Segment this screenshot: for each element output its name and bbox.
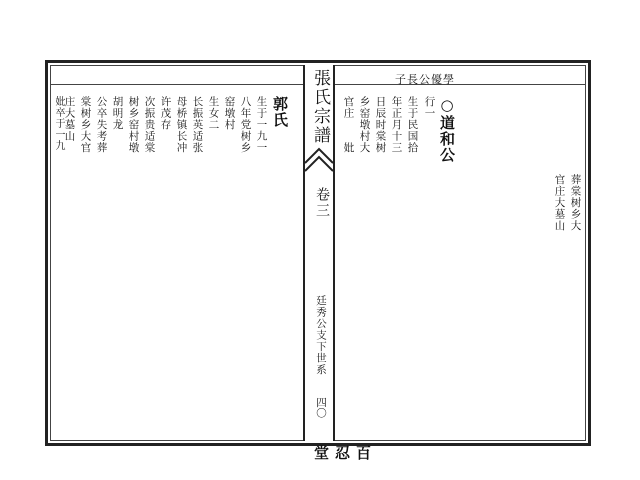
volume-label: 卷三 <box>314 187 330 219</box>
header-rule-right <box>335 84 586 85</box>
entry-line-3: 年正月十三 <box>390 96 403 154</box>
left-line-2: 八年党树乡 <box>239 96 252 154</box>
wife-name: 郭氏 <box>271 96 289 128</box>
branch-subtitle: 廷秀公支下世系 <box>315 295 327 376</box>
left-line-12: 棠树乡大官 <box>79 96 92 154</box>
left-line-11: 公卒失考葬 <box>95 96 108 154</box>
burial-line-2: 官庄大墓山 <box>553 174 566 232</box>
left-line-9: 树乡窑村墩 <box>127 96 140 154</box>
fishtail-chevron-icon <box>305 145 333 175</box>
left-line-13: 庄大墓山 <box>63 96 76 142</box>
left-line-8: 次振贵适棠 <box>143 96 156 154</box>
entry-name: ○道和公 <box>438 96 456 163</box>
entry-line-1: 行一 <box>423 96 436 119</box>
burial-line-1: 葬棠树乡大 <box>569 174 582 232</box>
right-page-header: 子長公優學 <box>395 73 455 86</box>
entry-line-2: 生于民国拾 <box>406 96 419 154</box>
left-line-14: 妣卒于一九 <box>53 96 64 151</box>
page-number: 四〇 <box>315 397 327 418</box>
genealogy-title: 張氏宗譜 <box>310 69 330 145</box>
left-line-5: 长振英适张 <box>191 96 204 154</box>
hall-name: 百忍堂 <box>312 445 372 464</box>
header-rule-left <box>50 84 303 85</box>
entry-line-4: 日辰时棠树 <box>374 96 387 154</box>
left-line-10: 胡明龙 <box>111 96 124 131</box>
left-line-4: 生女二 <box>207 96 220 131</box>
left-line-3: 窑墩村 <box>223 96 236 131</box>
left-line-7: 许茂存 <box>159 96 172 131</box>
left-line-1: 生于一九一 <box>255 96 268 154</box>
left-line-6: 母桥镇长冲 <box>175 96 188 154</box>
entry-line-5: 乡窑墩村大 <box>358 96 371 154</box>
entry-line-6: 官庄 妣 <box>342 96 355 154</box>
